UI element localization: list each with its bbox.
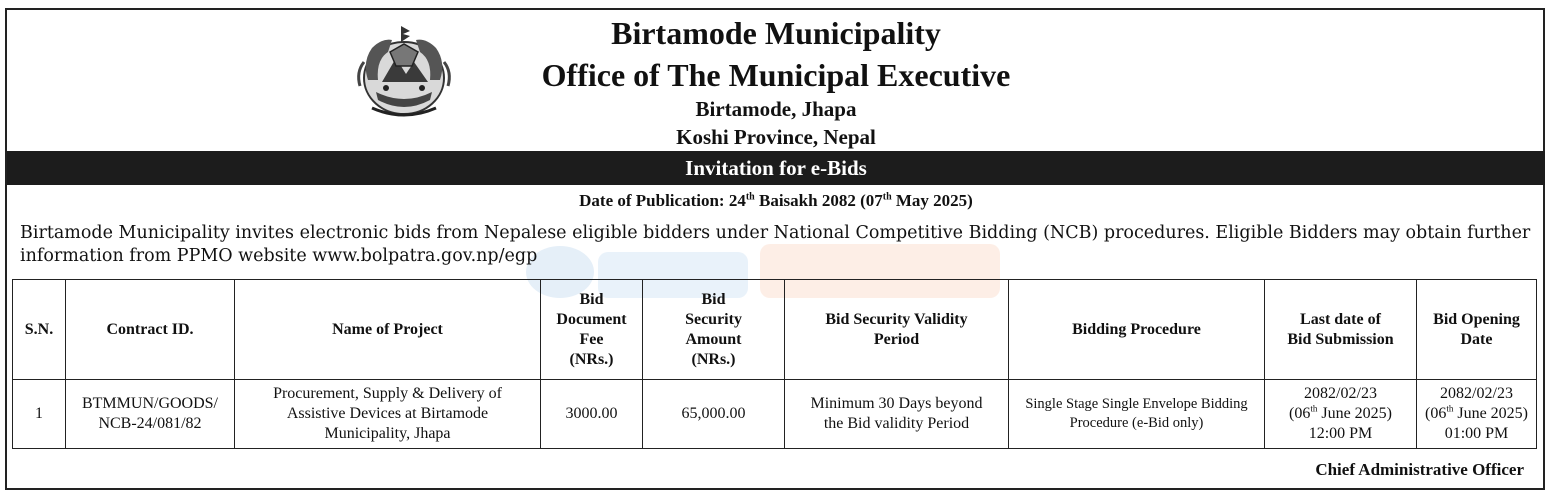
cell-procedure: Single Stage Single Envelope Bidding Procedure (e-Bid only) <box>1009 380 1265 449</box>
table-header-row <box>13 280 1537 380</box>
province-line: Koshi Province, Nepal <box>676 125 876 149</box>
cell-doc-fee: 3000.00 <box>541 380 643 449</box>
cell-sn: 1 <box>13 380 66 449</box>
signoff-title: Chief Administrative Officer <box>1315 460 1524 479</box>
header-procedure: Bidding Procedure <box>1009 280 1265 380</box>
header-security: Bid Security Amount (NRs.) <box>643 280 785 380</box>
header-contract-id: Contract ID. <box>66 280 235 380</box>
intro-paragraph: Birtamode Municipality invites electronic bids from Nepalese eligible bidders under National Competitive Bidding (NCB) procedures. Eligible Bidders may obtain further information from PPMO website www.bolpatra.gov.np/egp <box>20 223 1531 266</box>
header-doc-fee: Bid Document Fee (NRs.) <box>541 280 643 380</box>
location-line: Birtamode, Jhapa <box>695 97 857 121</box>
cell-last-date: 2082/02/23 (06th June 2025) 12:00 PM <box>1265 380 1417 449</box>
cell-project: Procurement, Supply & Delivery of Assistive Devices at Birtamode Municipality, Jhapa <box>235 380 541 449</box>
cell-validity: Minimum 30 Days beyond the Bid validity Period <box>785 380 1009 449</box>
cell-security: 65,000.00 <box>643 380 785 449</box>
office-title: Office of The Municipal Executive <box>541 57 1011 93</box>
cell-opening: 2082/02/23 (06th June 2025) 01:00 PM <box>1417 380 1537 449</box>
invitation-banner: Invitation for e-Bids <box>7 151 1545 185</box>
header-project: Name of Project <box>235 280 541 380</box>
header-opening: Bid Opening Date <box>1417 280 1537 380</box>
table-row <box>13 380 1537 449</box>
header-last-date: Last date of Bid Submission <box>1265 280 1417 380</box>
cell-contract-id: BTMMUN/GOODS/ NCB-24/081/82 <box>66 380 235 449</box>
bids-table <box>12 279 1537 449</box>
header-validity: Bid Security Validity Period <box>785 280 1009 380</box>
header-sn: S.N. <box>13 280 66 380</box>
municipality-title: Birtamode Municipality <box>611 15 941 51</box>
publication-date: Date of Publication: 24th Baisakh 2082 (07th May 2025) <box>579 191 973 210</box>
